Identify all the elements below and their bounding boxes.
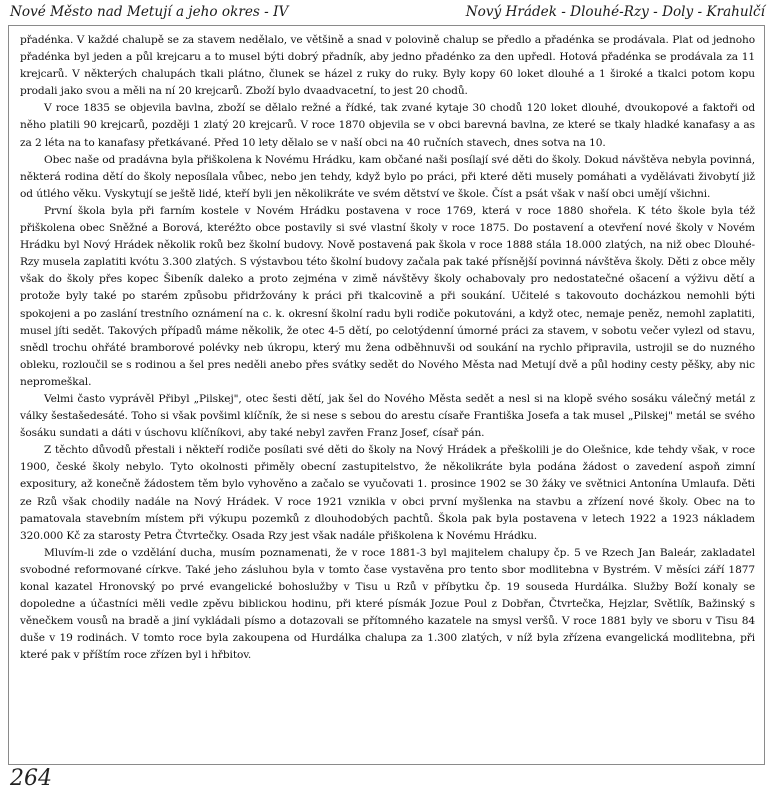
paragraph: První škola byla při farním kostele v Novém Hrádku postavena v roce 1769, která v roce 1880 shořela. K této škole byla též přiškolena obec Sněžné a Borová, kteréžto obce postavily si své vlastní školy v roce 1875. Do postavení a otevření nové školy v Novém Hrádku byl Nový Hrádek několik roků bez školní budovy. Nově postavená pak škola v roce 1888 stála 18.000 zlatých, na niž obec Dlouhé-Rzy musela zaplatiti kvótu 3.300 zlatých. S výstavbou této školní budovy začala pak také přísnější povinná návštěva školy. Děti z obce měly však do školy přes kopec Šibeník daleko a proto zejména v zimě návštěvy školy ochabovaly pro nedostatečné ošacení a výživu dětí a protože byly také po starém způsobu přidržovány k práci při tkalcovině a při soukání. Učitelé s takovouto docházkou nemohli býti spokojeni a po zaslání trestního oznámení na c. k. okresní školní radu byli rodiče pokutováni, a když otec, nemaje peněz, nemohl zaplatiti, musel jíti sedět. Takových případů máme několik, že otec 4-5 dětí, po celotýdenní úmorné práci za stavem, v sobotu večer vylezl od stavu, snědl trochu ohřáté bramborové polévky neb úkropu, který mu žena odběhnuvši od soukání na rychlo připravila, ustrojil se do nuzného obleku, rozloučil se s rodinou a šel pres neděli anebo přes svátky sedět do Nového Města nad Metují dvě a půl hodiny cesty pěšky, aby nic nepromeškal. — [20, 204, 755, 388]
body-text — [20, 32, 755, 664]
paragraph: V roce 1835 se objevila bavlna, zboží se dělalo režné a řídké, tak zvané kytaje 30 chodů 120 loket dlouhé, dvoukopové a faktoři od něho platili 90 krejcarů, později 1 zlatý 20 krejcarů. V roce 1870 objevila se v obci barevná bavlna, ze které se tkaly hladké kanafasy a as za 2 léta na to kanafasy přetkávané. Před 10 lety dělalo se v naší obci na 40 ručních stavech, dnes sotva na 10. — [20, 102, 755, 149]
paragraph: Velmi často vyprávěl Přibyl „Pilskej", otec šesti dětí, jak šel do Nového Města sedět a nesl si na klopě svého sosáku válečný metál z války šestašedesáté. Toho si však povšiml klíčník, že si nese s sebou do arestu císaře Františka Josefa a tak musel „Pilskej" metál se svého šosáku sundati a dáti v úschovu klíčníkovi, aby také nebyl zavřen Franz Josef, císař pán. — [20, 392, 755, 440]
running-header-left: Nové Město nad Metují a jeho okres - IV — [10, 4, 289, 20]
paragraph: Z těchto důvodů přestali i někteří rodiče posílati své děti do školy na Nový Hrádek a přeškolili je do Olešnice, kde tehdy však, v roce 1900, české školy nebylo. Tyto okolnosti přiměly obecní zastupitelstvo, že několikráte byla podána žádost o zavedení aspoň zimní expositury, až konečně žádostem těm bylo vyhověno a začalo se vyučovati 1. prosince 1902 se 30 žáky ve světnici Antonína Umlaufa. Děti ze Rzů však chodily nadále na Nový Hrádek. V roce 1921 vznikla v obci první myšlenka na stavbu a zřízení nové školy. Obec na to pamatovala stavebním místem při výkupu pozemků z dlouhodobých pachtů. Škola pak byla postavena v letech 1922 a 1923 nákladem 320.000 Kč za starosty Petra Čtvrtečky. Osada Rzy jest však nadále přiškolena k Novému Hrádku. — [20, 444, 755, 542]
running-header-right: Nový Hrádek - Dlouhé-Rzy - Doly - Krahulčí — [465, 4, 765, 20]
paragraph: Obec naše od pradávna byla přiškolena k Novému Hrádku, kam občané naši posílají své děti do školy. Dokud návštěva nebyla povinná, některá rodina dětí do školy neposílala vůbec, nebo jen tehdy, když bylo po práci, při které děti musely pomáhati a vydělávati živobytí již od útlého věku. Vyskytují se ještě lidé, kteří byli jen několikráte ve svém dětství ve škole. Číst a psát však v naší obci umějí všichni. — [20, 153, 755, 200]
page-number: 264 — [10, 766, 52, 791]
paragraph: Mluvím-li zde o vzdělání ducha, musím poznamenati, že v roce 1881-3 byl majitelem chalupy čp. 5 ve Rzech Jan Baleár, zakladatel svobodné reformované církve. Také jeho zásluhou byla v tomto čase vystavěna pro tento sbor modlitebna v Bystrém. V měsíci září 1877 konal kazatel Hronovský po prvé evangelické bohoslužby v Tisu u Rzů v příbytku čp. 19 souseda Hurdálka. Služby Boží konaly se dopoledne a účastníci měli vedle zpěvu biblickou hodinu, při které písmák Jozue Poul z Dobřan, Čtvrtečka, Hejzlar, Světlík, Bažinský s věnečkem vousů na bradě a jiní vykládali písmo a dotazovali se přítomného kazatele na smysl veršů. V roce 1881 byly ve sboru v Tisu 84 duše v 19 rodinách. V tomto roce byla zakoupena od Hurdálka chalupa za 1.300 zlatých, v níž byla zřízena evangelická modlitebna, při které pak v příštím roce zřízen byl i hřbitov. — [20, 546, 755, 662]
paragraph: přadénka. V každé chalupě se za stavem nedělalo, ve většině a snad v polovině chalup se předlo a přadénka se prodávala. Plat od jednoho přadénka byl jeden a půl krejcaru a to musel býti dobrý přadník, aby jedno přadénko za den upředl. Hotová přadénka se prodávala za 11 krejcarů. V některých chalupách tkali plátno, člunek se házel z ruky do ruky. Byly kopy 60 loket dlouhé a 1 široké a tkalci potom kopu prodali jako svou a měli na ní 20 krejcarů. Zboží bylo dvaadvacetní, to jest 20 chodů. — [20, 34, 755, 98]
